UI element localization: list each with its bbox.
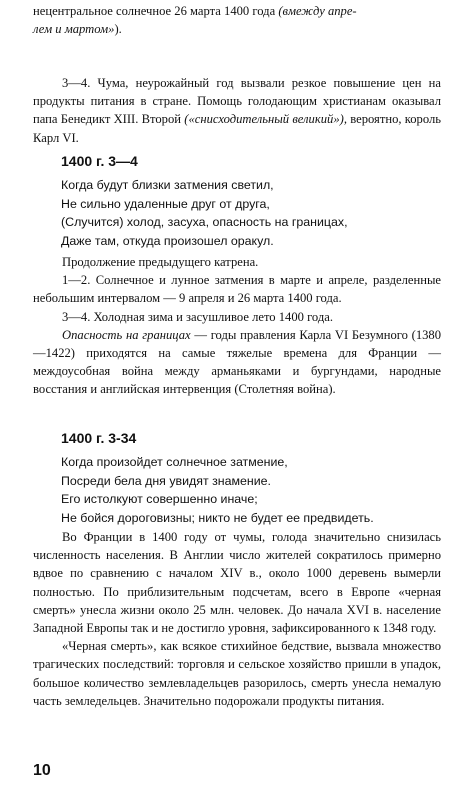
commentary-section (33, 528, 441, 710)
paragraph-italic-text: («снисходительный великий»), (184, 112, 347, 127)
paragraph-italic-text: Опасность на границах (62, 327, 191, 342)
verse-line: (Случится) холод, засуха, опасность на границах, (61, 215, 348, 229)
france-paragraph: Во Франции в 1400 году от чумы, голода значительно снизилась численность населения. В Англии число жителей сократилось примерно вдвое по сравнению с началом XIV в., около 1000 деревень вымерли полностью. По приблизительным подсчетам, всего в Европе «черная смерть» унесла жизни около 25 млн. человек. До начала XVI в. население Западной Европы так и не достигло уровня, зафиксированного к 1348 году. (33, 530, 441, 636)
quatrain-heading: 1400 г. 3—4 (61, 153, 138, 169)
commentary-section (33, 253, 441, 399)
paragraph-text: — годы правления Карла VI Безумного (1380—1422) приходятся на самые тяжелые времена для Франции — междоусобная война между арманьяками и бургундами, народные восстания и английская интервенция (Столетняя война). (33, 327, 442, 397)
paragraph-text: нецентральное солнечное 26 марта 1400 года (33, 4, 279, 18)
paragraph-text: 3—4. Чума, неурожайный год вызвали резкое повышение цен на продукты питания в стране. Помощь голодающим христианам оказывал папа Бенедикт XIII. Второй (33, 76, 441, 127)
verse-line: Когда будут близки затмения светил, (61, 178, 274, 192)
paragraph-text: ). (114, 22, 122, 37)
paragraph-text: вероятно, король Карл VI. (33, 112, 442, 145)
verse-line: Когда произойдет солнечное затмение, (61, 455, 288, 469)
paragraph-continued-from-previous-page (33, 2, 441, 38)
danger-note (33, 326, 441, 399)
paragraph-plague (33, 74, 441, 147)
verse-line: Не бойся дороговизны; никто не будет ее предвидеть. (61, 510, 374, 525)
verse-line: Его истолкуют совершенно иначе; (61, 492, 258, 506)
winter-note: 3—4. Холодная зима и засушливое лето 1400 года. (62, 309, 334, 324)
black-death-paragraph: «Черная смерть», как всякое стихийное бедствие, вызвала множество трагических последствий: торговля и сельское хозяйство пришли в упадок, большое количество землевладельцев разорилось, смерть унесла немалую часть земледельцев. Значительно подорожали продукты питания. (33, 639, 441, 708)
paragraph-italic-text: лем и мартом» (33, 22, 115, 37)
continuation-line: Продолжение предыдущего катрена. (62, 255, 259, 269)
quatrain-verse (61, 453, 441, 527)
verse-line: Посреди бела дня увидят знамение. (61, 473, 271, 488)
verse-line: Не сильно удаленные друг от друга, (61, 196, 270, 211)
verse-line: Даже там, откуда произошел оракул. (61, 233, 274, 248)
paragraph-italic-text: (вмежду апре- (278, 4, 357, 18)
quatrain-verse (61, 176, 441, 250)
page-number: 10 (33, 762, 51, 779)
quatrain-heading: 1400 г. 3-34 (61, 430, 137, 446)
eclipse-note: 1—2. Солнечное и лунное затмения в марте и апреле, разделенные небольшим интервалом — 9 апреля и 26 марта 1400 года. (33, 273, 441, 306)
